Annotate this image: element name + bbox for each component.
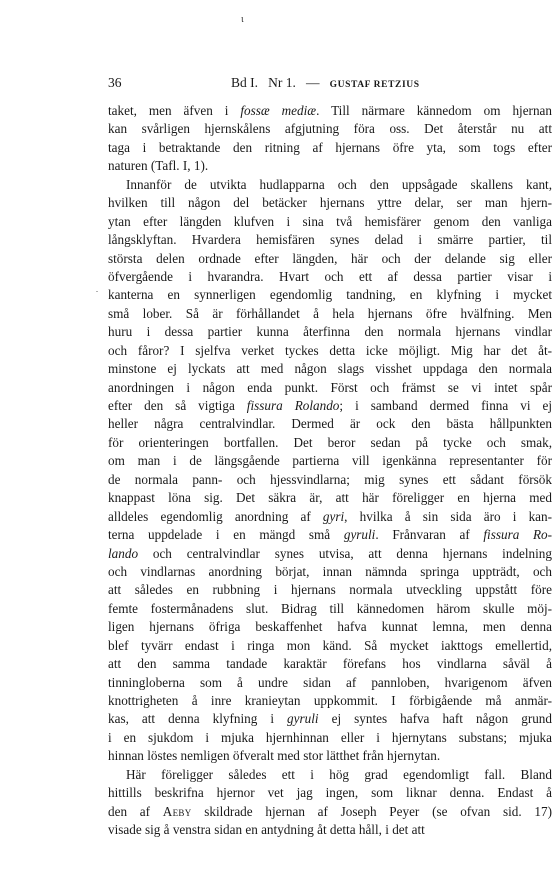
text-line: hvilken till någon del betäcker hjernans yttre delar, ser man hjern- — [108, 195, 552, 211]
margin-mark-left: . — [96, 285, 98, 294]
text-line: taga i betraktande den ritning af hjernans öfre yta, som togs efter — [108, 139, 552, 155]
text-line: långsklyftan. Hvardera hemisfären synes delad i smärre partier, til — [108, 232, 552, 248]
text-line: ligen hjernans öfriga beskaffenhet hafva kunnat lemna, men denna — [108, 619, 552, 635]
text-line: knottrigheten å inre kranieytan uppkommit. I förbigående må anmär- — [108, 693, 552, 708]
page-number: 36 — [108, 75, 122, 90]
text-line: och fåror? I sjelfva verket tyckes detta icke möjligt. Mig har det åt- — [108, 342, 552, 358]
volume-label: Bd I. — [231, 75, 258, 90]
text-line: den af Aeby skildrade hjernan af Joseph Peyer (se ofvan sid. 17) — [108, 803, 552, 819]
header-dash: — — [306, 75, 320, 90]
text-line: hittills beskrifna hjernor vet jag ingen, som liknar denna. Endast å — [108, 785, 552, 801]
text-line: knappast löna sig. Det säkra är, att här föreligger en hjerna med — [108, 490, 552, 506]
running-title — [231, 74, 420, 94]
text-line: Innanför de utvikta hudlapparna och den uppsågade skallens kant, — [126, 176, 552, 192]
text-line: kan svårligen hjernskålens afgjutning föra oss. Det återstår nu att — [108, 121, 552, 137]
text-line: i en sjukdom i mjuka hjernhinnan eller i hjernytans substans; mjuka — [108, 729, 552, 745]
text-line: kas, att denna klyfning i gyruli ej syntes hafva haft någon grund — [108, 711, 552, 727]
text-line: små lober. Så är förhållandet å hela hjernans öfre hvälfning. Men — [108, 305, 552, 321]
text-line: naturen (Tafl. I, 1). — [108, 158, 209, 174]
text-line: tinningloberna som å undre sidan af pannloben, hvarigenom äfven — [108, 674, 552, 690]
text-line: att således en rubbning i hjernans normala utveckling uppstått före — [108, 582, 552, 598]
text-line: efter den så vigtiga fissura Rolando; i samband dermed finna vi ej — [108, 398, 552, 413]
text-line: blef tyvärr endast i ringa mon känd. Så mycket iakttogs emellertid, — [108, 637, 552, 653]
text-line: öfvergående i hvarandra. Hvart och ett af dessa partier visar i — [108, 268, 552, 284]
text-line: terna uppdelade i en mängd små gyruli. Frånvaran af fissura Ro- — [108, 527, 552, 543]
text-line: heller några centralvindlar. Dermed är ock den bästa hållpunkten — [108, 416, 552, 432]
text-line: de normala pann- och hjessvindlarna; mig synes ett sådant försök — [108, 471, 552, 487]
body-text — [108, 102, 552, 840]
text-line: Här föreligger således ett i hög grad egendomligt fall. Bland — [126, 766, 552, 782]
text-line: lando och centralvindlar synes utvisa, att denna hjernans indelning — [108, 545, 552, 561]
text-line: ytan efter längden klufven i sina två hemisfärer genom den vanliga — [108, 213, 552, 229]
text-line: och vindlarnas anordning börjat, innan nämnda springa uppträdt, och — [108, 563, 552, 579]
text-line: kanterna en synnerligen egendomlig tandning, en klyfning i mycket — [108, 287, 552, 303]
text-line: huru i dessa partier kunna återfinna den normala hjernans vindlar — [108, 324, 552, 340]
text-line: anordningen i någon enda punkt. Först och främst se vi intet spår — [108, 379, 552, 395]
number-label: Nr 1. — [268, 75, 296, 90]
text-line: minstone ej lyckats att med någon slags visshet uppdaga den normala — [108, 361, 552, 377]
author-name: GUSTAF RETZIUS — [329, 80, 420, 90]
text-line: för orienteringen bortfallen. Det beror sedan på tycke och smak, — [108, 434, 552, 450]
text-line: alldeles egendomlig anordning af gyri, hvilka å sin sida äro i kan- — [108, 508, 552, 524]
text-line: femte fostermånadens slut. Bidrag till kännedomen härom skulle möj- — [108, 600, 552, 616]
running-header — [108, 74, 552, 92]
text-line: taket, men äfven i fossæ mediæ. Till närmare kännedom om hjernan — [108, 103, 552, 118]
text-line: att den samma tandade karaktär förefans hos vindlarna såväl å — [108, 656, 552, 672]
margin-mark-top: ι — [241, 14, 244, 25]
text-line: största delen ordnade efter längden, här och der delande sig eller — [108, 250, 552, 266]
text-line: om man i de längsgående partierna vill igenkänna representanter för — [108, 453, 552, 469]
text-line: hinnan löstes nemligen öfveralt med stor lätthet från hjernytan. — [108, 748, 441, 764]
text-line: visade sig å venstra sidan en antydning åt detta håll, i det att — [108, 822, 425, 838]
